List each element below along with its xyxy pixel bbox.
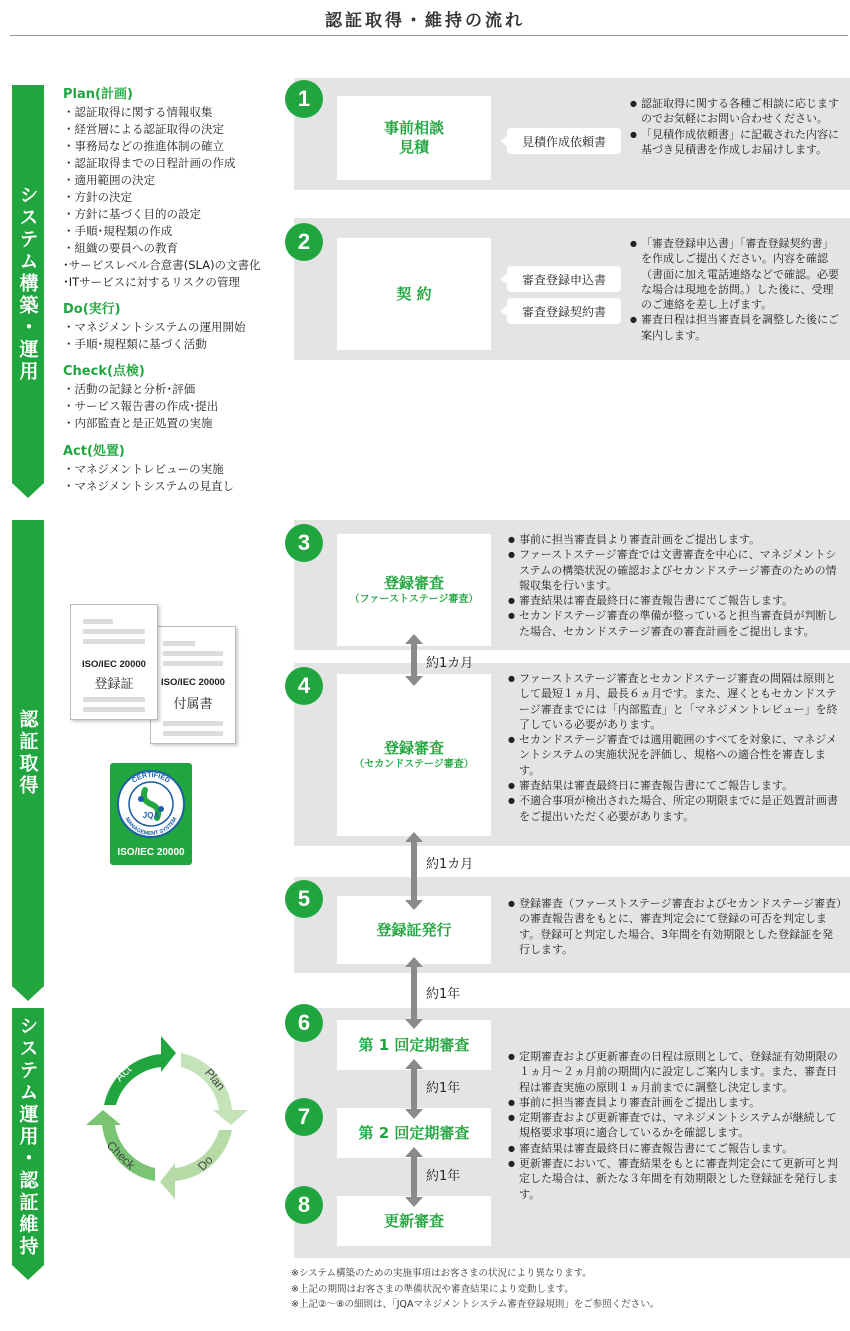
maintenance-description <box>508 1049 842 1202</box>
pdca-heading: Act(処置) <box>63 444 125 459</box>
desc-item: ● 「見積作成依頼書」に記載された内容に基づき見積書を作成しお届けします。 <box>630 127 842 158</box>
step-4-subtitle: （セカンドステージ審査） <box>354 758 474 770</box>
pdca-item: ・組織の要員への教育 <box>63 241 178 255</box>
pdca-item: ・適用範囲の決定 <box>63 173 155 187</box>
pdca-plan <box>63 83 288 291</box>
pdca-do <box>63 298 288 353</box>
desc-item: ● ファーストステージ審査とセカンドステージ審査の間隔は原則として最短１ヵ月、最長６ヵ月です。また、遅くともセカンドステージ審査までには「内部監査」と「マネジメントレビュー」を終了している必要があります。 <box>508 671 842 732</box>
pdca-item: ・マネジメントシステムの見直し <box>63 479 235 493</box>
step-6-title: 第 1 回定期審査 <box>358 1035 470 1054</box>
step-1-form-estimate-request: 見積作成依頼書 <box>507 128 621 154</box>
step-7-title: 第 2 回定期審査 <box>358 1123 470 1142</box>
cycle-label-check: Check <box>103 1138 138 1173</box>
desc-item: ● 登録審査（ファーストステージ審査およびセカンドステージ審査）の審査報告書をもとに、審査判定会にて登録の可否を判定します。登録可と判定した場合、3年間を有効期限とした登録証を発行します。 <box>508 896 842 957</box>
desc-item: ● 審査結果は審査最終日に審査報告書にてご報告します。 <box>508 1141 842 1156</box>
seal-ring-bottom: MANAGEMENT SYSTEM <box>123 816 179 838</box>
certification-seal-icon <box>110 763 192 845</box>
pdca-item: ・方針に基づく目的の設定 <box>63 207 201 221</box>
pdca-item: ･サービスレベル合意書(SLA)の文書化 <box>63 258 261 272</box>
desc-item: ● ファーストステージ審査では文書審査を中心に、マネジメントシステムの構築状況の確認およびセカンドステージ審査のための情報収集を行います。 <box>508 547 842 593</box>
pdca-item: ・認証取得に関する情報収集 <box>63 105 213 119</box>
phase-arrow-build-tip <box>12 483 44 499</box>
step-8-number: 8 <box>285 1186 323 1224</box>
step-5-number: 5 <box>285 880 323 918</box>
mark-standard-label: ISO/IEC 20000 <box>117 847 185 858</box>
interval-label-7-8: 約1年 <box>426 1169 461 1184</box>
interval-arrow-7-8 <box>405 1147 423 1207</box>
cycle-label-act: Act <box>112 1062 135 1085</box>
annex-standard: ISO/IEC 20000 <box>161 677 225 688</box>
step-1-card <box>337 96 491 180</box>
step-1-description <box>630 96 842 157</box>
pdca-cycle-diagram <box>78 1030 254 1206</box>
desc-item: ● 更新審査において、審査結果をもとに審査判定会にて更新可と判定した場合は、新たな３年間を有効期限とした登録証を発行します。 <box>508 1156 842 1202</box>
desc-item: ● 事前に担当審査員より審査計画をご提出します。 <box>508 1095 842 1110</box>
cycle-label-do: Do <box>194 1152 216 1174</box>
seal-ring-top: CERTIFIED <box>130 771 172 785</box>
step-8-title: 更新審査 <box>383 1211 444 1230</box>
step-2-form-application: 審査登録申込書 <box>507 266 621 292</box>
pdca-item: ・サービス報告書の作成･提出 <box>63 399 219 413</box>
desc-item: ● 事前に担当審査員より審査計画をご提出します。 <box>508 532 842 547</box>
title-divider <box>10 35 848 36</box>
step-2-description <box>630 236 842 343</box>
interval-label-3-4: 約1カ月 <box>426 656 474 671</box>
desc-item: ● 不適合事項が検出された場合、所定の期限までに是正処置計画書をご提出いただく必要があります。 <box>508 793 842 824</box>
step-3-title: 登録審査 <box>383 573 444 592</box>
phase-label-build: システム構築・運用 <box>16 185 39 383</box>
seal-center-label: JQA <box>142 811 160 820</box>
pdca-heading: Do(実行) <box>63 302 121 317</box>
jqa-certification-mark <box>110 763 192 865</box>
certificate-standard: ISO/IEC 20000 <box>82 659 146 670</box>
step-2-number: 2 <box>285 223 323 261</box>
pdca-item: ・手順･規程類の作成 <box>63 224 173 238</box>
desc-item: ● 審査日程は担当審査員を調整した後にご案内します。 <box>630 312 842 343</box>
step-1-title: 事前相談 <box>383 119 444 137</box>
phase-arrow-maintain-tip <box>12 1265 44 1281</box>
interval-arrow-3-4 <box>405 634 423 686</box>
pdca-heading: Check(点検) <box>63 364 145 379</box>
pdca-item: ・内部監査と是正処置の実施 <box>63 416 213 430</box>
certificate-label: 登録証 <box>94 677 134 692</box>
interval-label-6-7: 約1年 <box>426 1081 461 1096</box>
step-4-number: 4 <box>285 667 323 705</box>
step-2-form-contract: 審査登録契約書 <box>507 298 621 324</box>
pdca-item: ・事務局などの推進体制の確立 <box>63 139 224 153</box>
step-1-number: 1 <box>285 80 323 118</box>
step-2-title: 契 約 <box>396 284 432 303</box>
pdca-item: ・経営層による認証取得の決定 <box>63 122 224 136</box>
step-4-card <box>337 674 491 836</box>
pdca-item: ・認証取得までの日程計画の作成 <box>63 156 236 170</box>
pdca-item: ･ITサービスに対するリスクの管理 <box>63 275 240 289</box>
step-1-title-line2: 見積 <box>398 138 429 156</box>
step-5-title: 登録証発行 <box>376 920 452 939</box>
pdca-item: ・活動の記録と分析･評価 <box>63 382 196 396</box>
pdca-item: ・マネジメントレビューの実施 <box>63 462 224 476</box>
interval-arrow-6-7 <box>405 1059 423 1119</box>
pdca-check <box>63 360 288 432</box>
phase-arrow-certify-tip <box>12 986 44 1002</box>
cycle-label-plan: Plan <box>201 1065 229 1094</box>
step-3-description <box>508 532 842 639</box>
pdca-item: ・マネジメントシステムの運用開始 <box>63 320 246 334</box>
certificate-document-icon <box>70 604 158 720</box>
pdca-act <box>63 440 288 495</box>
phase-label-certify: 認証取得 <box>16 709 39 797</box>
interval-label-5-6: 約1年 <box>426 987 461 1002</box>
desc-item: ● 「審査登録申込書」「審査登録契約書」を作成しご提出ください。内容を確認（書面に加え電話連絡などで確認。必要な場合は現地を訪問。）した後に、受理のご連絡を差し上げます。 <box>630 236 842 312</box>
interval-label-4-5: 約1カ月 <box>426 857 474 872</box>
footnote: ※上記②〜⑧の細則は、「JQAマネジメントシステム審査登録規則」をご参照ください。 <box>291 1299 660 1310</box>
desc-item: ● 定期審査および更新審査では、マネジメントシステムが継続して規格要求事項に適合しているかを確認します。 <box>508 1110 842 1141</box>
footnote: ※上記の期間はお客さまの準備状況や審査結果により変動します。 <box>291 1283 574 1295</box>
step-4-title: 登録審査 <box>383 738 444 757</box>
step-2-card <box>337 238 491 350</box>
footnotes <box>291 1266 659 1313</box>
step-7-number: 7 <box>285 1098 323 1136</box>
annex-document-icon <box>150 626 236 744</box>
phase-label-maintain: システム運用・認証維持 <box>16 1015 39 1258</box>
page-title: 認証取得・維持の流れ <box>325 11 525 31</box>
interval-arrow-5-6 <box>405 957 423 1029</box>
footnote: ※システム構築のための実施事項はお客さまの状況により異なります。 <box>291 1268 592 1279</box>
step-3-subtitle: （ファーストステージ審査） <box>349 593 479 605</box>
pdca-item: ・手順･規程類に基づく活動 <box>63 337 207 351</box>
step-4-description <box>508 671 842 824</box>
step-6-number: 6 <box>285 1004 323 1042</box>
desc-item: ● 認証取得に関する各種ご相談に応じますのでお気軽にお問い合わせください。 <box>630 96 842 127</box>
step-3-card <box>337 534 491 646</box>
step-5-description <box>508 896 842 957</box>
desc-item: ● 審査結果は審査最終日に審査報告書にてご報告します。 <box>508 778 842 793</box>
step-3-number: 3 <box>285 524 323 562</box>
desc-item: ● 定期審査および更新審査の日程は原則として、登録証有効期限の１ヵ月〜２ヵ月前の期間内に設定しご案内します。また、審査日程は審査実施の原則１ヵ月前までに調整し決定します。 <box>508 1049 842 1095</box>
annex-label: 付属書 <box>173 697 213 712</box>
desc-item: ● セカンドステージ審査の準備が整っていると担当審査員が判断した場合、セカンドステージ審査の審査計画をご提出します。 <box>508 608 842 639</box>
desc-item: ● セカンドステージ審査では適用範囲のすべてを対象に、マネジメントシステムの実施状況を評価し、規格への適合性を審査します。 <box>508 732 842 778</box>
pdca-heading: Plan(計画) <box>63 87 133 102</box>
desc-item: ● 審査結果は審査最終日に審査報告書にてご報告します。 <box>508 593 842 608</box>
pdca-item: ・方針の決定 <box>63 190 132 204</box>
interval-arrow-4-5 <box>405 832 423 910</box>
